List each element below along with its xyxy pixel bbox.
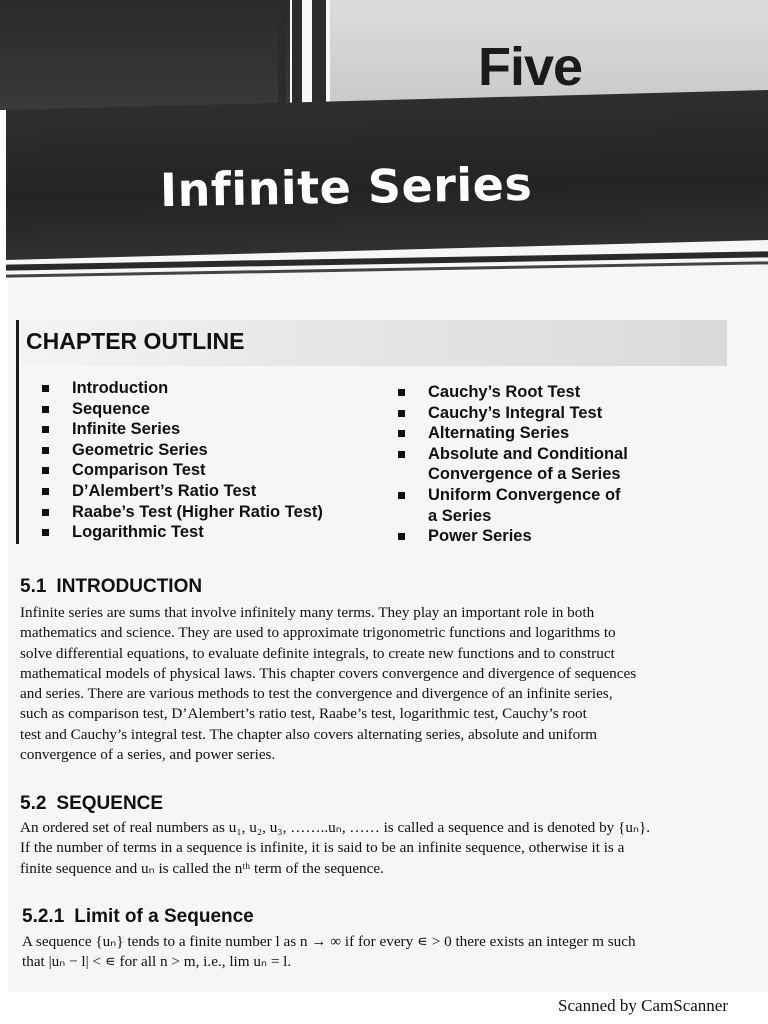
outline-item: Absolute and Conditional xyxy=(398,444,628,465)
paragraph-line: Infinite series are sums that involve infinitely many terms. They play an important role in both xyxy=(20,604,595,621)
chapter-title: Infinite Series xyxy=(159,156,533,218)
outline-item: Geometric Series xyxy=(42,440,323,461)
outline-item: D’Alembert’s Ratio Test xyxy=(42,481,323,502)
outline-item: Power Series xyxy=(398,526,628,547)
section-number: 5.2 xyxy=(20,793,47,814)
outline-item: Alternating Series xyxy=(398,423,628,444)
paragraph-line: A sequence {uₙ} tends to a finite number l as n → ∞ if for every ∊ > 0 there exists an integer m such xyxy=(22,933,636,950)
outline-item: Introduction xyxy=(42,378,323,399)
outline-item: Cauchy’s Root Test xyxy=(398,382,628,403)
outline-item: Raabe’s Test (Higher Ratio Test) xyxy=(42,502,323,523)
paragraph-line: If the number of terms in a sequence is infinite, it is said to be an infinite sequence, otherwise it is a xyxy=(20,839,625,857)
outline-list-right xyxy=(398,382,628,547)
section-heading-5-2 xyxy=(20,793,163,815)
section-title: SEQUENCE xyxy=(56,793,164,814)
outline-item: Cauchy’s Integral Test xyxy=(398,403,628,424)
outline-item: Comparison Test xyxy=(42,460,323,481)
paragraph-line: such as comparison test, D’Alembert’s ratio test, Raabe’s test, logarithmic test, Cauchy’s root xyxy=(20,705,587,723)
chapter-outline-title: CHAPTER OUTLINE xyxy=(26,328,245,354)
paragraph-line: test and Cauchy’s integral test. The chapter also covers alternating series, absolute and uniform xyxy=(20,725,598,743)
paragraph-line: mathematical models of physical laws. This chapter covers convergence and divergence of sequences xyxy=(20,664,637,682)
paragraph-line: and series. There are various methods to test the convergence and divergence of an infinite series, xyxy=(20,685,613,703)
header-stripe xyxy=(292,0,302,110)
header-stripe xyxy=(312,0,326,110)
paragraph-line: solve differential equations, to evaluate definite integrals, to create new functions and to construct xyxy=(20,644,615,662)
section-heading-5-2-1 xyxy=(22,906,254,928)
paragraph-line: An ordered set of real numbers as u₁, u₂, u₃, ……..uₙ, …… is called a sequence and is denoted by {uₙ}. xyxy=(20,819,651,836)
outline-item: Logarithmic Test xyxy=(42,522,323,543)
paragraph-line: that |uₙ − l| < ∊ for all n > m, i.e., lim uₙ = l. xyxy=(22,953,292,971)
section-heading-5-1 xyxy=(20,576,202,598)
scanner-watermark: Scanned by CamScanner xyxy=(558,996,728,1015)
section-number: 5.2.1 xyxy=(22,906,65,927)
chapter-number: Five xyxy=(478,37,583,97)
outline-item: Infinite Series xyxy=(42,419,323,440)
outline-item-continuation: Convergence of a Series xyxy=(428,465,621,484)
outline-item: Uniform Convergence of xyxy=(398,485,628,506)
limit-paragraph xyxy=(22,932,734,973)
section-title: INTRODUCTION xyxy=(56,576,203,597)
sequence-paragraph xyxy=(20,818,732,879)
paragraph-line: finite sequence and uₙ is called the nᵗʰ term of the sequence. xyxy=(20,859,384,877)
section-title: Limit of a Sequence xyxy=(74,906,254,927)
header-stripe xyxy=(278,0,286,110)
paragraph-line: convergence of a series, and power series. xyxy=(20,746,276,764)
outline-list-left xyxy=(42,378,323,543)
outline-item-continuation: a Series xyxy=(428,506,492,525)
header-dark-block xyxy=(0,0,290,110)
chapter-outline-rule xyxy=(16,366,19,544)
paragraph-line: mathematics and science. They are used to approximate trigonometric functions and logarithms to xyxy=(20,624,616,642)
introduction-paragraph xyxy=(20,603,728,765)
outline-item: Sequence xyxy=(42,399,323,420)
section-number: 5.1 xyxy=(20,576,47,597)
